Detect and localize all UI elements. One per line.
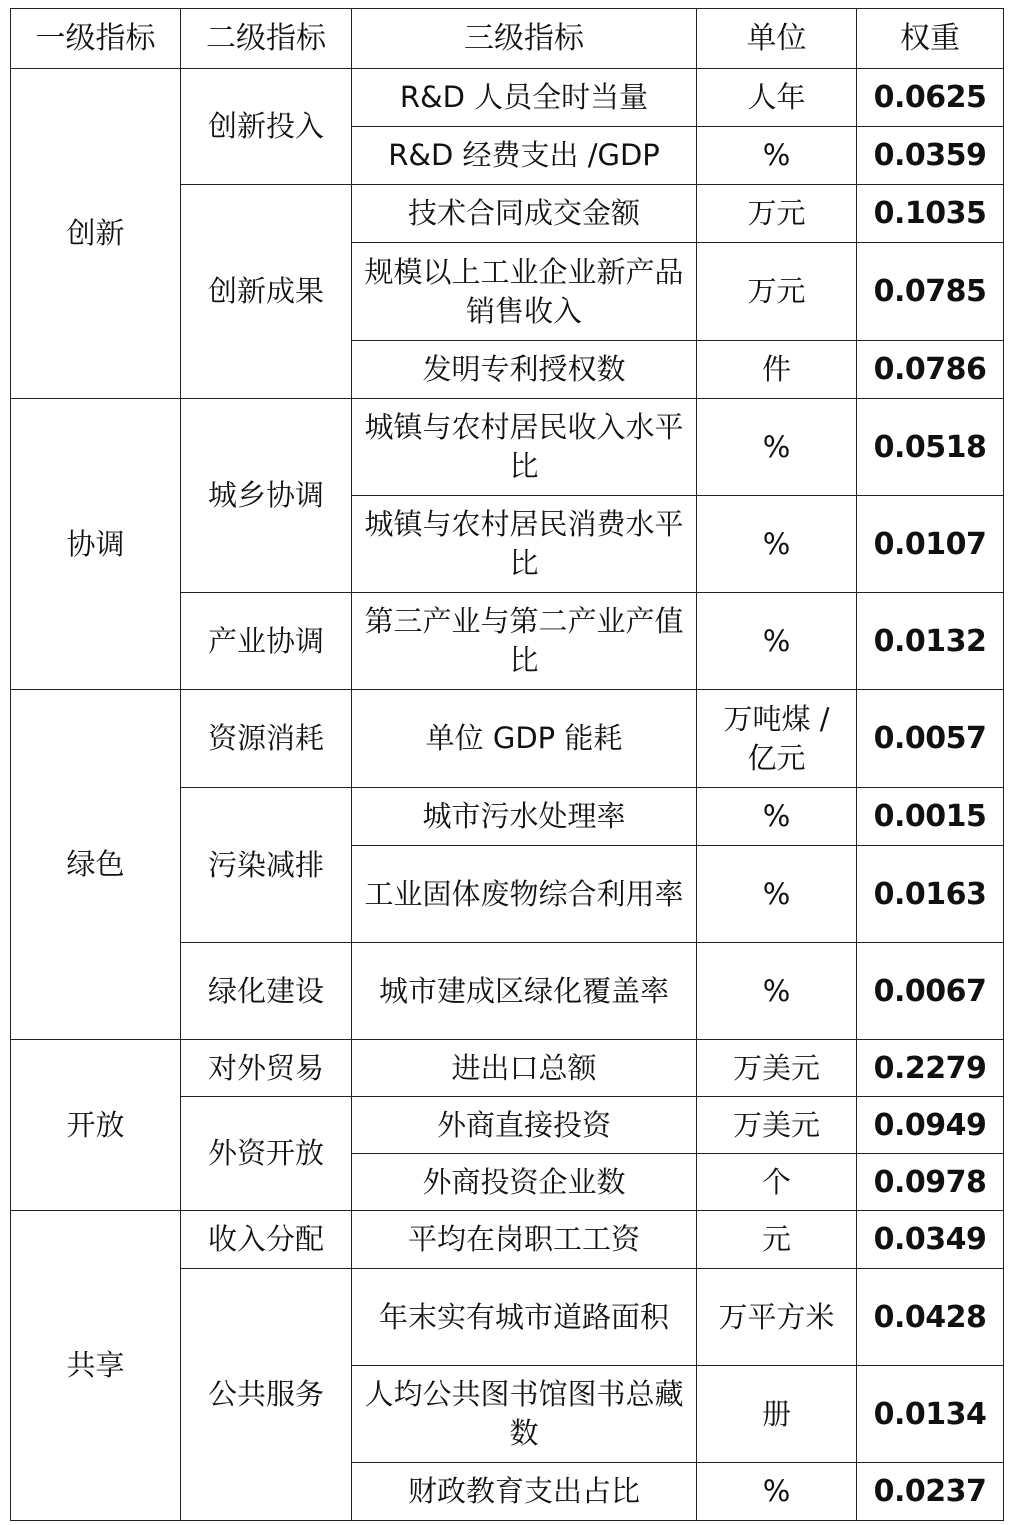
unit-cell: 件 bbox=[697, 341, 857, 399]
unit-cell: % bbox=[697, 943, 857, 1040]
weight-cell: 0.0949 bbox=[857, 1097, 1004, 1154]
level1-cell: 创新 bbox=[11, 69, 181, 399]
level1-cell: 协调 bbox=[11, 399, 181, 690]
weight-cell: 0.0132 bbox=[857, 593, 1004, 690]
weight-cell: 0.0428 bbox=[857, 1269, 1004, 1366]
weight-cell: 0.0163 bbox=[857, 846, 1004, 943]
level3-cell: 年末实有城市道路面积 bbox=[352, 1269, 697, 1366]
level3-cell: 城市污水处理率 bbox=[352, 788, 697, 846]
level3-cell: 第三产业与第二产业产值比 bbox=[352, 593, 697, 690]
weight-cell: 0.0625 bbox=[857, 69, 1004, 127]
level3-cell: 外商直接投资 bbox=[352, 1097, 697, 1154]
level2-cell: 创新投入 bbox=[181, 69, 352, 185]
table-row bbox=[11, 399, 1004, 496]
level2-cell: 收入分配 bbox=[181, 1211, 352, 1269]
level2-cell: 产业协调 bbox=[181, 593, 352, 690]
unit-cell: % bbox=[697, 788, 857, 846]
weight-cell: 0.0518 bbox=[857, 399, 1004, 496]
level3-cell: 城镇与农村居民消费水平比 bbox=[352, 496, 697, 593]
unit-cell: 元 bbox=[697, 1211, 857, 1269]
weight-cell: 0.0786 bbox=[857, 341, 1004, 399]
header-level3: 三级指标 bbox=[352, 9, 697, 69]
weight-cell: 0.1035 bbox=[857, 185, 1004, 243]
unit-cell: 万美元 bbox=[697, 1040, 857, 1097]
unit-cell: % bbox=[697, 846, 857, 943]
unit-cell: 人年 bbox=[697, 69, 857, 127]
weight-cell: 0.0057 bbox=[857, 690, 1004, 788]
table-row bbox=[11, 69, 1004, 127]
weight-cell: 0.0785 bbox=[857, 243, 1004, 341]
level2-cell: 绿化建设 bbox=[181, 943, 352, 1040]
level1-cell: 开放 bbox=[11, 1040, 181, 1211]
level3-cell: 平均在岗职工工资 bbox=[352, 1211, 697, 1269]
table-row bbox=[11, 1211, 1004, 1269]
weight-cell: 0.0359 bbox=[857, 127, 1004, 185]
weight-cell: 0.0015 bbox=[857, 788, 1004, 846]
table-row bbox=[11, 690, 1004, 788]
unit-cell: 万美元 bbox=[697, 1097, 857, 1154]
level3-cell: 城市建成区绿化覆盖率 bbox=[352, 943, 697, 1040]
level2-cell: 创新成果 bbox=[181, 185, 352, 399]
header-weight: 权重 bbox=[857, 9, 1004, 69]
unit-cell: % bbox=[697, 496, 857, 593]
level3-cell: 单位 GDP 能耗 bbox=[352, 690, 697, 788]
unit-cell: % bbox=[697, 593, 857, 690]
level1-cell: 绿色 bbox=[11, 690, 181, 1040]
header-unit: 单位 bbox=[697, 9, 857, 69]
header-level2: 二级指标 bbox=[181, 9, 352, 69]
weight-cell: 0.0067 bbox=[857, 943, 1004, 1040]
level2-cell: 外资开放 bbox=[181, 1097, 352, 1211]
indicator-table bbox=[10, 8, 1004, 1521]
weight-cell: 0.2279 bbox=[857, 1040, 1004, 1097]
level3-cell: 发明专利授权数 bbox=[352, 341, 697, 399]
level1-cell: 共享 bbox=[11, 1211, 181, 1521]
header-row bbox=[11, 9, 1004, 69]
unit-cell: 万平方米 bbox=[697, 1269, 857, 1366]
level3-cell: 工业固体废物综合利用率 bbox=[352, 846, 697, 943]
unit-cell: 个 bbox=[697, 1154, 857, 1211]
unit-cell: % bbox=[697, 399, 857, 496]
unit-cell: % bbox=[697, 1463, 857, 1521]
level3-cell: 进出口总额 bbox=[352, 1040, 697, 1097]
level2-cell: 公共服务 bbox=[181, 1269, 352, 1521]
level3-cell: 人均公共图书馆图书总藏数 bbox=[352, 1366, 697, 1463]
weight-cell: 0.0107 bbox=[857, 496, 1004, 593]
unit-cell: 万吨煤 / 亿元 bbox=[697, 690, 857, 788]
level3-cell: R&D 经费支出 /GDP bbox=[352, 127, 697, 185]
level3-cell: R&D 人员全时当量 bbox=[352, 69, 697, 127]
weight-cell: 0.0134 bbox=[857, 1366, 1004, 1463]
level2-cell: 污染减排 bbox=[181, 788, 352, 943]
level3-cell: 外商投资企业数 bbox=[352, 1154, 697, 1211]
level2-cell: 资源消耗 bbox=[181, 690, 352, 788]
level3-cell: 技术合同成交金额 bbox=[352, 185, 697, 243]
header-level1: 一级指标 bbox=[11, 9, 181, 69]
unit-cell: 万元 bbox=[697, 243, 857, 341]
weight-cell: 0.0237 bbox=[857, 1463, 1004, 1521]
weight-cell: 0.0978 bbox=[857, 1154, 1004, 1211]
unit-cell: 册 bbox=[697, 1366, 857, 1463]
level2-cell: 城乡协调 bbox=[181, 399, 352, 593]
level3-cell: 城镇与农村居民收入水平比 bbox=[352, 399, 697, 496]
weight-cell: 0.0349 bbox=[857, 1211, 1004, 1269]
level2-cell: 对外贸易 bbox=[181, 1040, 352, 1097]
level3-cell: 规模以上工业企业新产品销售收入 bbox=[352, 243, 697, 341]
unit-cell: % bbox=[697, 127, 857, 185]
unit-cell: 万元 bbox=[697, 185, 857, 243]
level3-cell: 财政教育支出占比 bbox=[352, 1463, 697, 1521]
table-row bbox=[11, 1040, 1004, 1097]
